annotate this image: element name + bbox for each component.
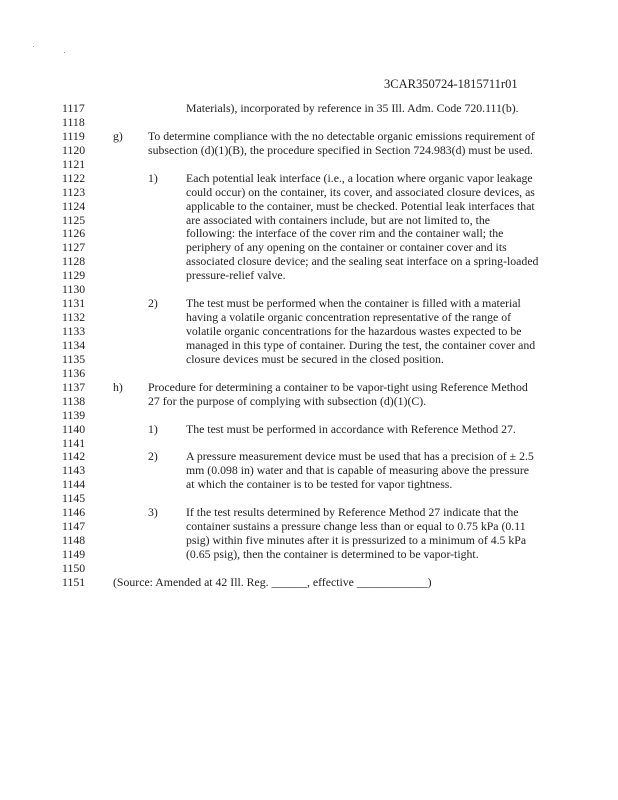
line-number: 1139 <box>62 407 86 422</box>
document-line <box>0 130 618 144</box>
line-number: 1125 <box>62 212 86 227</box>
line-number: 1133 <box>62 324 86 338</box>
line-number: 1136 <box>62 365 86 380</box>
line-number: 1144 <box>62 477 86 492</box>
line-text: associated closure device; and the sealing seat interface on a spring-loaded <box>186 254 539 269</box>
line-text: could occur) on the container, its cover, and associated closure devices, as <box>186 184 535 199</box>
line-number: 1132 <box>62 310 86 325</box>
document-line <box>0 492 618 506</box>
list-label: 3) <box>148 505 158 520</box>
line-text: closure devices must be secured in the closed position. <box>186 351 444 366</box>
line-text: If the test results determined by Reference Method 27 indicate that the <box>186 505 519 520</box>
line-number: 1122 <box>62 170 86 185</box>
list-label: 1) <box>148 421 158 436</box>
line-text: having a volatile organic concentration representative of the range of <box>186 310 512 325</box>
line-text: at which the container is to be tested for vapor tightness. <box>186 477 453 492</box>
document-line <box>0 255 618 269</box>
line-number: 1131 <box>62 296 86 311</box>
document-line <box>0 200 618 214</box>
line-text: To determine compliance with the no detectable organic emissions requirement of <box>148 128 535 143</box>
line-text: mm (0.098 in) water and that is capable of measuring above the pressure <box>186 463 529 478</box>
document-line <box>0 437 618 451</box>
document-line <box>0 353 618 367</box>
line-number: 1129 <box>62 268 86 283</box>
line-text: Each potential leak interface (i.e., a location where organic vapor leakage <box>186 170 533 185</box>
document-line <box>0 116 618 130</box>
line-number: 1126 <box>62 226 86 241</box>
document-line <box>0 423 618 437</box>
line-number: 1143 <box>62 463 86 478</box>
line-text: Materials), incorporated by reference in 35 Ill. Adm. Code 720.111(b). <box>186 101 519 115</box>
line-text: applicable to the container, must be checked. Potential leak interfaces that <box>186 198 535 213</box>
list-label: 1) <box>148 170 158 185</box>
line-number: 1121 <box>62 156 86 171</box>
line-number: 1145 <box>62 491 86 506</box>
document-line <box>0 478 618 492</box>
line-text: psig) within five minutes after it is pressurized to a minimum of 4.5 kPa <box>186 533 527 548</box>
document-line <box>0 464 618 478</box>
document-line <box>0 241 618 255</box>
document-line <box>0 506 618 520</box>
document-line <box>0 283 618 297</box>
line-text: periphery of any opening on the container or container cover and its <box>186 240 507 255</box>
line-text: volatile organic concentrations for the hazardous wastes expected to be <box>186 324 522 338</box>
line-number: 1135 <box>62 351 86 366</box>
line-number: 1148 <box>62 533 86 548</box>
line-number: 1117 <box>62 101 85 115</box>
list-label: 2) <box>148 449 158 464</box>
line-number: 1130 <box>62 282 86 297</box>
document-line <box>0 520 618 534</box>
document-line <box>0 227 618 241</box>
document-line <box>0 562 618 576</box>
line-text: managed in this type of container. During the test, the container cover and <box>186 337 536 352</box>
line-number: 1124 <box>62 198 86 213</box>
line-number: 1146 <box>62 505 86 520</box>
document-line <box>0 297 618 311</box>
list-label: h) <box>113 379 123 394</box>
document-line <box>0 395 618 409</box>
document-line <box>0 534 618 548</box>
document-line <box>0 367 618 381</box>
line-number: 1141 <box>62 435 86 450</box>
scan-speck <box>64 52 65 53</box>
document-line <box>0 450 618 464</box>
line-number: 1137 <box>62 379 86 394</box>
line-text: 27 for the purpose of complying with subsection (d)(1)(C). <box>148 393 427 408</box>
line-text: subsection (d)(1)(B), the procedure specified in Section 724.983(d) must be used. <box>148 142 533 157</box>
line-number: 1138 <box>62 393 86 408</box>
document-line <box>0 548 618 562</box>
document-line <box>0 158 618 172</box>
document-line <box>0 144 618 158</box>
list-label: g) <box>113 128 123 143</box>
document-line <box>0 409 618 423</box>
line-text: pressure-relief valve. <box>186 268 286 283</box>
line-number: 1128 <box>62 254 86 269</box>
line-number: 1151 <box>62 574 86 589</box>
line-text: The test must be performed when the container is filled with a material <box>186 296 521 311</box>
line-text: following: the interface of the cover rim and the container wall; the <box>186 226 504 241</box>
line-text: A pressure measurement device must be used that has a precision of ± 2.5 <box>186 449 534 464</box>
line-number: 1149 <box>62 547 86 561</box>
document-id: 3CAR350724-1815711r01 <box>384 77 518 91</box>
document-line <box>0 186 618 200</box>
line-text: Procedure for determining a container to be vapor-tight using Reference Method <box>148 379 528 394</box>
line-number: 1147 <box>62 519 86 534</box>
document-line <box>0 269 618 283</box>
numbered-text-lines <box>0 102 618 590</box>
line-number: 1134 <box>62 337 86 352</box>
line-number: 1127 <box>62 240 86 255</box>
document-line <box>0 214 618 228</box>
document-line <box>0 325 618 339</box>
line-text: The test must be performed in accordance with Reference Method 27. <box>186 421 516 436</box>
document-line <box>0 576 618 590</box>
line-text: (0.65 psig), then the container is determined to be vapor-tight. <box>186 547 479 561</box>
line-number: 1120 <box>62 142 86 157</box>
document-line <box>0 102 618 116</box>
line-number: 1140 <box>62 421 86 436</box>
line-number: 1118 <box>62 114 85 129</box>
document-line <box>0 172 618 186</box>
line-number: 1123 <box>62 184 86 199</box>
document-line <box>0 381 618 395</box>
line-number: 1119 <box>62 128 85 143</box>
document-line <box>0 311 618 325</box>
list-label: 2) <box>148 296 158 311</box>
line-text: container sustains a pressure change less than or equal to 0.75 kPa (0.11 <box>186 519 526 534</box>
line-number: 1150 <box>62 560 86 575</box>
document-line <box>0 339 618 353</box>
line-text: (Source: Amended at 42 Ill. Reg. ______, effective ____________) <box>113 574 432 589</box>
scan-speck <box>33 46 34 47</box>
line-number: 1142 <box>62 449 86 464</box>
line-text: are associated with containers include, but are not limited to, the <box>186 212 491 227</box>
